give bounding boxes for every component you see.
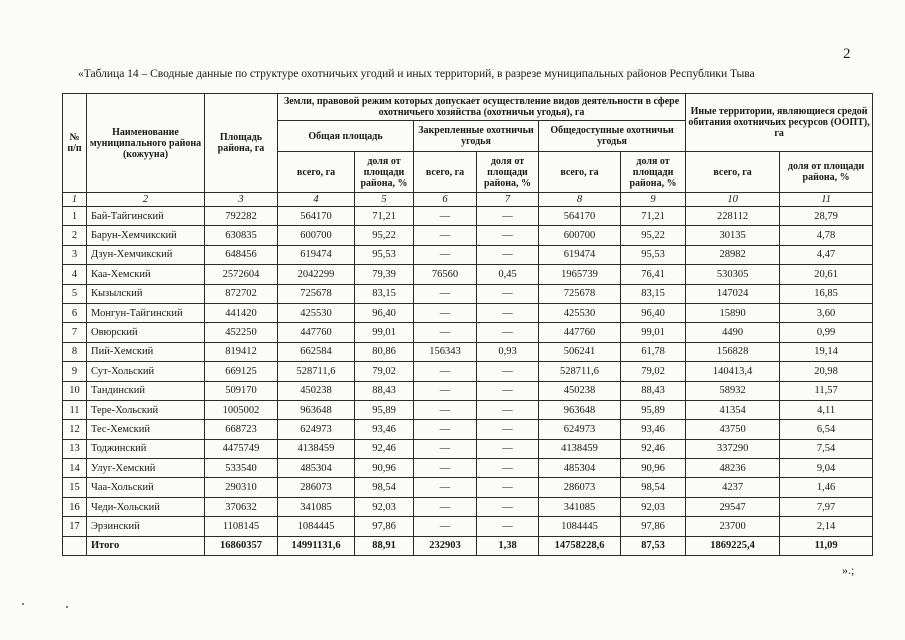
header-assigned: Закрепленные охотничьи угодья <box>414 121 539 152</box>
table-cell: 533540 <box>205 459 278 478</box>
table-cell: 506241 <box>539 342 621 361</box>
header-all-ha: всего, га <box>686 152 780 193</box>
table-cell: 4138459 <box>539 439 621 458</box>
table-cell: 624973 <box>539 420 621 439</box>
table-cell: — <box>477 381 539 400</box>
row-number: 1 <box>63 207 87 226</box>
table-cell: 79,39 <box>355 265 414 284</box>
table-cell: — <box>414 226 477 245</box>
table-cell: 452250 <box>205 323 278 342</box>
table-cell: 99,01 <box>621 323 686 342</box>
row-number: 4 <box>63 265 87 284</box>
col-number: 3 <box>205 193 278 207</box>
header-area: Площадь района, га <box>205 94 278 193</box>
table-cell: 43750 <box>686 420 780 439</box>
table-cell: 425530 <box>539 303 621 322</box>
col-number: 1 <box>63 193 87 207</box>
table-cell: 95,53 <box>355 245 414 264</box>
table-cell: 92,46 <box>355 439 414 458</box>
table-cell: 600700 <box>278 226 355 245</box>
table-body <box>63 94 873 556</box>
table-row <box>63 439 873 458</box>
header-all-ha: всего, га <box>414 152 477 193</box>
total-cell: 16860357 <box>205 536 278 555</box>
table-cell: 11,57 <box>780 381 873 400</box>
table-cell: 792282 <box>205 207 278 226</box>
table-cell: 79,02 <box>355 362 414 381</box>
row-number: 11 <box>63 400 87 419</box>
table-cell: 4,47 <box>780 245 873 264</box>
table-cell: 564170 <box>278 207 355 226</box>
table-cell: 485304 <box>539 459 621 478</box>
table-cell: 290310 <box>205 478 278 497</box>
row-number: 17 <box>63 517 87 536</box>
table-cell: 668723 <box>205 420 278 439</box>
table-cell: 7,97 <box>780 497 873 516</box>
table-cell: 99,01 <box>355 323 414 342</box>
table-cell: 6,54 <box>780 420 873 439</box>
table-cell: 1965739 <box>539 265 621 284</box>
table-cell: — <box>477 362 539 381</box>
district-name: Эрзинский <box>87 517 205 536</box>
table-cell: 2,14 <box>780 517 873 536</box>
table-cell: 95,22 <box>621 226 686 245</box>
table-cell: — <box>414 207 477 226</box>
table-cell: 528711,6 <box>278 362 355 381</box>
district-name: Тес-Хемский <box>87 420 205 439</box>
table-cell: 4490 <box>686 323 780 342</box>
table-cell: — <box>414 323 477 342</box>
table-cell: 2572604 <box>205 265 278 284</box>
total-cell: 88,91 <box>355 536 414 555</box>
table-cell: 624973 <box>278 420 355 439</box>
table-cell: 156828 <box>686 342 780 361</box>
table-row <box>63 517 873 536</box>
district-name: Пий-Хемский <box>87 342 205 361</box>
district-name: Монгун-Тайгинский <box>87 303 205 322</box>
table-cell: 23700 <box>686 517 780 536</box>
table-cell: 93,46 <box>621 420 686 439</box>
table-cell: — <box>414 381 477 400</box>
table-cell: 20,98 <box>780 362 873 381</box>
row-number: 15 <box>63 478 87 497</box>
row-number: 5 <box>63 284 87 303</box>
table-cell: 90,96 <box>355 459 414 478</box>
table-cell: 669125 <box>205 362 278 381</box>
table-cell: — <box>414 284 477 303</box>
col-number: 8 <box>539 193 621 207</box>
table-cell: — <box>477 459 539 478</box>
col-number: 9 <box>621 193 686 207</box>
district-name: Бай-Тайгинский <box>87 207 205 226</box>
closing-quote: ».; <box>842 563 855 577</box>
table-cell: 76,41 <box>621 265 686 284</box>
table-cell: 447760 <box>539 323 621 342</box>
table-cell: — <box>414 303 477 322</box>
table-cell: 370632 <box>205 497 278 516</box>
table-cell: 95,89 <box>355 400 414 419</box>
table-cell: 96,40 <box>621 303 686 322</box>
table-cell: 619474 <box>278 245 355 264</box>
scan-speck <box>66 606 68 608</box>
table-cell: — <box>477 245 539 264</box>
table-cell: 4237 <box>686 478 780 497</box>
table-cell: 450238 <box>278 381 355 400</box>
total-cell: 87,53 <box>621 536 686 555</box>
table-cell: 93,46 <box>355 420 414 439</box>
table-cell: 425530 <box>278 303 355 322</box>
row-number: 12 <box>63 420 87 439</box>
header-share: доля от площади района, % <box>477 152 539 193</box>
col-number: 10 <box>686 193 780 207</box>
table-cell: 447760 <box>278 323 355 342</box>
header-all-ha: всего, га <box>539 152 621 193</box>
table-cell: 286073 <box>539 478 621 497</box>
table-cell: 28982 <box>686 245 780 264</box>
total-cell: 14758228,6 <box>539 536 621 555</box>
table-cell: — <box>477 517 539 536</box>
col-number: 4 <box>278 193 355 207</box>
table-cell: 286073 <box>278 478 355 497</box>
row-number: 16 <box>63 497 87 516</box>
table-row <box>63 381 873 400</box>
table-row <box>63 245 873 264</box>
table-cell: 90,96 <box>621 459 686 478</box>
table-cell: — <box>414 478 477 497</box>
table-cell: 95,89 <box>621 400 686 419</box>
table-cell: — <box>477 323 539 342</box>
table-cell: 30135 <box>686 226 780 245</box>
table-cell: 71,21 <box>621 207 686 226</box>
table-cell: 92,03 <box>621 497 686 516</box>
table-cell: 88,43 <box>355 381 414 400</box>
hunting-grounds-table <box>62 93 873 556</box>
col-number: 2 <box>87 193 205 207</box>
district-name: Барун-Хемчикский <box>87 226 205 245</box>
row-number: 10 <box>63 381 87 400</box>
row-number: 9 <box>63 362 87 381</box>
total-cell: 232903 <box>414 536 477 555</box>
scan-speck <box>22 603 24 605</box>
table-cell: — <box>414 497 477 516</box>
table-cell: — <box>477 420 539 439</box>
table-cell: 83,15 <box>355 284 414 303</box>
table-cell: 92,46 <box>621 439 686 458</box>
table-cell: 725678 <box>278 284 355 303</box>
col-number: 6 <box>414 193 477 207</box>
table-cell: — <box>477 497 539 516</box>
table-cell: 147024 <box>686 284 780 303</box>
table-row <box>63 284 873 303</box>
table-cell: — <box>477 439 539 458</box>
district-name: Каа-Хемский <box>87 265 205 284</box>
table-cell: 963648 <box>539 400 621 419</box>
table-cell: 20,61 <box>780 265 873 284</box>
table-cell: 19,14 <box>780 342 873 361</box>
district-name: Улуг-Хемский <box>87 459 205 478</box>
table-caption: «Таблица 14 – Сводные данные по структуре охотничьих угодий и иных территорий, в разрезе муниципальных районов Республики Тыва <box>78 67 755 80</box>
table-cell: — <box>414 517 477 536</box>
table-cell: 341085 <box>539 497 621 516</box>
table-cell: 509170 <box>205 381 278 400</box>
page-number: 2 <box>843 46 851 62</box>
table-cell: — <box>477 226 539 245</box>
table-cell: 0,99 <box>780 323 873 342</box>
total-cell: 1869225,4 <box>686 536 780 555</box>
table-cell: 61,78 <box>621 342 686 361</box>
table-row <box>63 459 873 478</box>
header-other: Иные территории, являющиеся средой обитания охотничьих ресурсов (ООПТ), га <box>686 94 873 152</box>
table-cell: 450238 <box>539 381 621 400</box>
table-row <box>63 342 873 361</box>
district-name: Сут-Хольский <box>87 362 205 381</box>
col-number: 7 <box>477 193 539 207</box>
district-name: Чаа-Хольский <box>87 478 205 497</box>
table-cell: 98,54 <box>355 478 414 497</box>
table-row <box>63 478 873 497</box>
total-cell: 14991131,6 <box>278 536 355 555</box>
table-cell: 96,40 <box>355 303 414 322</box>
row-number: 8 <box>63 342 87 361</box>
total-cell <box>63 536 87 555</box>
table-cell: 485304 <box>278 459 355 478</box>
table-cell: 662584 <box>278 342 355 361</box>
table-cell: 140413,4 <box>686 362 780 381</box>
table-cell: 528711,6 <box>539 362 621 381</box>
district-name: Тоджинский <box>87 439 205 458</box>
table-cell: 819412 <box>205 342 278 361</box>
table-cell: 1084445 <box>539 517 621 536</box>
header-public: Общедоступные охотничьи угодья <box>539 121 686 152</box>
table-cell: 2042299 <box>278 265 355 284</box>
header-num: № п/п <box>63 94 87 193</box>
row-number: 7 <box>63 323 87 342</box>
table-row <box>63 323 873 342</box>
table-cell: 48236 <box>686 459 780 478</box>
table-row <box>63 497 873 516</box>
table-cell: 7,54 <box>780 439 873 458</box>
total-cell: 1,38 <box>477 536 539 555</box>
table-cell: — <box>414 459 477 478</box>
table-cell: 156343 <box>414 342 477 361</box>
table-cell: 1,46 <box>780 478 873 497</box>
table-cell: — <box>414 362 477 381</box>
table-cell: 71,21 <box>355 207 414 226</box>
district-name: Тандинский <box>87 381 205 400</box>
district-name: Кызылский <box>87 284 205 303</box>
header-name: Наименование муниципального района (кожууна) <box>87 94 205 193</box>
table-cell: 4,11 <box>780 400 873 419</box>
column-numbers-row <box>63 193 873 207</box>
table-cell: 0,93 <box>477 342 539 361</box>
table-cell: — <box>414 245 477 264</box>
table-cell: 3,60 <box>780 303 873 322</box>
table-row <box>63 265 873 284</box>
table-cell: 92,03 <box>355 497 414 516</box>
header-share: доля от площади района, % <box>355 152 414 193</box>
table-cell: 441420 <box>205 303 278 322</box>
table-cell: — <box>477 207 539 226</box>
table-cell: 97,86 <box>355 517 414 536</box>
header-share: доля от площади района, % <box>621 152 686 193</box>
table-cell: 79,02 <box>621 362 686 381</box>
table-cell: 341085 <box>278 497 355 516</box>
table-cell: 88,43 <box>621 381 686 400</box>
table-cell: 41354 <box>686 400 780 419</box>
table-cell: 1108145 <box>205 517 278 536</box>
table-row <box>63 362 873 381</box>
table-cell: 58932 <box>686 381 780 400</box>
header-share: доля от площади района, % <box>780 152 873 193</box>
table-cell: 76560 <box>414 265 477 284</box>
district-name: Дзун-Хемчикский <box>87 245 205 264</box>
table-cell: 95,22 <box>355 226 414 245</box>
total-cell: 11,09 <box>780 536 873 555</box>
table-cell: 16,85 <box>780 284 873 303</box>
table-cell: 80,86 <box>355 342 414 361</box>
table-cell: — <box>477 284 539 303</box>
table-cell: 872702 <box>205 284 278 303</box>
table-cell: 600700 <box>539 226 621 245</box>
row-number: 3 <box>63 245 87 264</box>
table-cell: 619474 <box>539 245 621 264</box>
table-cell: 0,45 <box>477 265 539 284</box>
table-cell: 337290 <box>686 439 780 458</box>
row-number: 2 <box>63 226 87 245</box>
header-lands-group: Земли, правовой режим которых допускает осуществление видов деятельности в сфере охотничьего хозяйства (охотничьи угодья), га <box>278 94 686 121</box>
table-cell: 725678 <box>539 284 621 303</box>
table-cell: 530305 <box>686 265 780 284</box>
table-row <box>63 226 873 245</box>
table-cell: 1084445 <box>278 517 355 536</box>
table-cell: 4138459 <box>278 439 355 458</box>
col-number: 11 <box>780 193 873 207</box>
table-cell: — <box>414 439 477 458</box>
table-cell: 98,54 <box>621 478 686 497</box>
table-cell: 963648 <box>278 400 355 419</box>
table-cell: 15890 <box>686 303 780 322</box>
table-cell: — <box>414 420 477 439</box>
table-cell: 228112 <box>686 207 780 226</box>
header-row-1 <box>63 94 873 121</box>
table-row <box>63 400 873 419</box>
table-row <box>63 207 873 226</box>
table-cell: — <box>414 400 477 419</box>
table-cell: 1005002 <box>205 400 278 419</box>
table-cell: 83,15 <box>621 284 686 303</box>
table-cell: 648456 <box>205 245 278 264</box>
header-total-area: Общая площадь <box>278 121 414 152</box>
district-name: Чеди-Хольский <box>87 497 205 516</box>
table-cell: — <box>477 303 539 322</box>
table-cell: 564170 <box>539 207 621 226</box>
header-all-ha: всего, га <box>278 152 355 193</box>
row-number: 13 <box>63 439 87 458</box>
row-number: 14 <box>63 459 87 478</box>
district-name: Тере-Хольский <box>87 400 205 419</box>
table-cell: 4475749 <box>205 439 278 458</box>
table-cell: 97,86 <box>621 517 686 536</box>
table-row <box>63 303 873 322</box>
table-cell: 28,79 <box>780 207 873 226</box>
table-cell: — <box>477 478 539 497</box>
row-number: 6 <box>63 303 87 322</box>
table-cell: 95,53 <box>621 245 686 264</box>
table-cell: 29547 <box>686 497 780 516</box>
table-cell: 630835 <box>205 226 278 245</box>
total-row <box>63 536 873 555</box>
col-number: 5 <box>355 193 414 207</box>
table-cell: — <box>477 400 539 419</box>
district-name: Овюрский <box>87 323 205 342</box>
table-cell: 4,78 <box>780 226 873 245</box>
table-cell: 9,04 <box>780 459 873 478</box>
total-label: Итого <box>87 536 205 555</box>
table-row <box>63 420 873 439</box>
